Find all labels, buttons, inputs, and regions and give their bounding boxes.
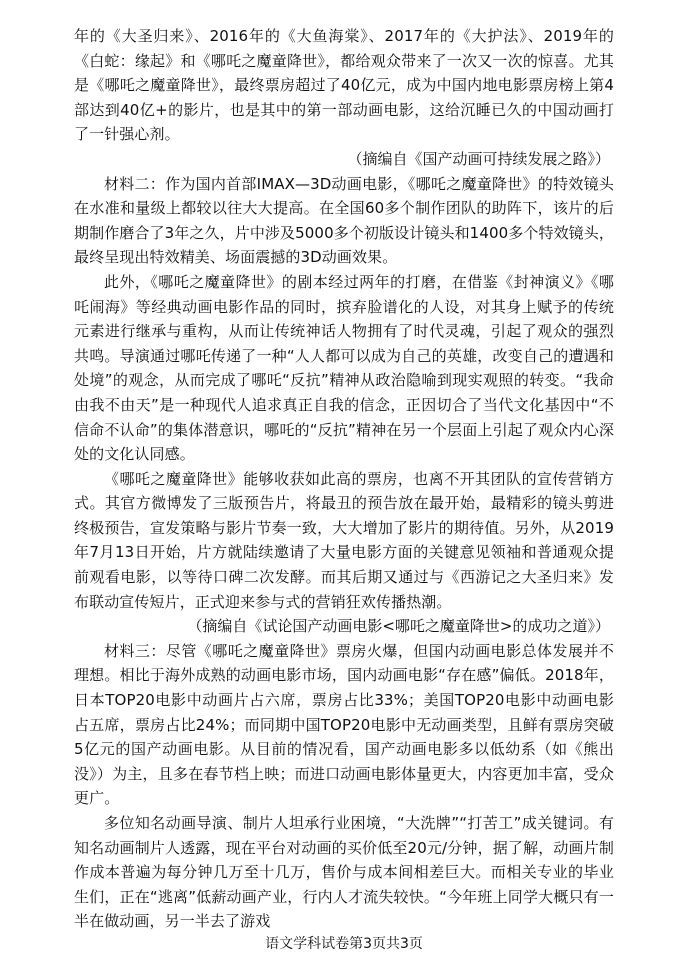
paragraph-material-one-end: 年的《大圣归来》、2016年的《大鱼海棠》、2017年的《大护法》、2019年的《白蛇：缘起》和《哪吒之魔童降世》，都给观众带来了一次又一次的惊喜。尤其是《哪吒之魔童降世》，最终票房超过了40亿元，成为中国内地电影票房榜上第4部达到40亿+的影片，也是其中的第一部动画电影，这给沉睡已久的中国动画打了一针强心剂。 (74, 27, 614, 144)
paragraph-material-two: 材料二：作为国内首部IMAX—3D动画电影，《哪吒之魔童降世》的特效镜头在水准和量级上都较以往大大提高。在全国60多个制作团队的助阵下，该片的后期制作磨合了3年之久，片中涉及5000多个初版设计镜头和1400多个特效镜头，最终呈现出特效精美、场面震撼的3D动画效果。 (74, 174, 614, 267)
document-body (74, 24, 614, 934)
paragraph-material-three: 材料三：尽管《哪吒之魔童降世》票房火爆，但国内动画电影总体发展并不理想。相比于海外成熟的动画电影市场，国内动画电影“存在感”偏低。2018年，日本TOP20电影中动画片占六席，票房占比33%；美国TOP20电影中动画电影占五席，票房占比24%；而同期中国TOP20电影中无动画类型，且鲜有票房突破5亿元的国产动画电影。从目前的情况看，国产动画电影多以低幼系（如《熊出没》）为主，且多在春节档上映；而进口动画电影体量更大，内容更加丰富，受众更广。 (74, 641, 614, 808)
paragraph-industry-difficulties: 多位知名动画导演、制片人坦承行业困境，“大洗牌”“打苦工”成关键词。有知名动画制片人透露，现在平台对动画的买价低至20元/分钟，据了解，动画片制作成本普遍为每分钟几万至十几万，售价与成本间相差巨大。而相关专业的毕业生们，正在“逃离”低薪动画产业，行内人才流失较快。“今年班上同学大概只有一半在做动画，另一半去了游戏 (74, 814, 614, 931)
source-citation-two: （摘编自《试论国产动画电影<哪吒之魔童降世>的成功之道》） (187, 617, 610, 636)
source-citation-one: （摘编自《国产动画可持续发展之路》） (347, 149, 610, 168)
page-footer: 语文学科试卷第3页共3页 (265, 936, 423, 952)
paragraph-marketing: 《哪吒之魔童降世》能够收获如此高的票房，也离不开其团队的宣传营销方式。其官方微博发了三版预告片，将最丑的预告放在最开始，最精彩的镜头剪进终极预告，宣发策略与影片节奏一致，大大增加了影片的期待值。另外，从2019年7月13日开始，片方就陆续邀请了大量电影方面的关键意见领袖和普通观众提前观看电影，以等待口碑二次发酵。而其后期又通过与《西游记之大圣归来》发布联动宣传短片，正式迎来参与式的营销狂欢传播热潮。 (74, 469, 614, 611)
paragraph-script-analysis: 此外，《哪吒之魔童降世》的剧本经过两年的打磨，在借鉴《封神演义》《哪吒闹海》等经典动画电影作品的同时，摈弃脸谱化的人设，对其身上赋予的传统元素进行继承与重构，从而让传统神话人物拥有了时代灵魂，引起了观众的强烈共鸣。导演通过哪吒传递了一种“人人都可以成为自己的英雄，改变自己的遭遇和处境”的观念，从而完成了哪吒“反抗”精神从政治隐喻到现实观照的转变。“我命由我不由天”是一种现代人追求真正自我的信念，正因切合了当代文化基因中“不信命不认命”的集体潜意识，哪吒的“反抗”精神在另一个层面上引起了观众内心深处的文化认同感。 (74, 272, 614, 464)
